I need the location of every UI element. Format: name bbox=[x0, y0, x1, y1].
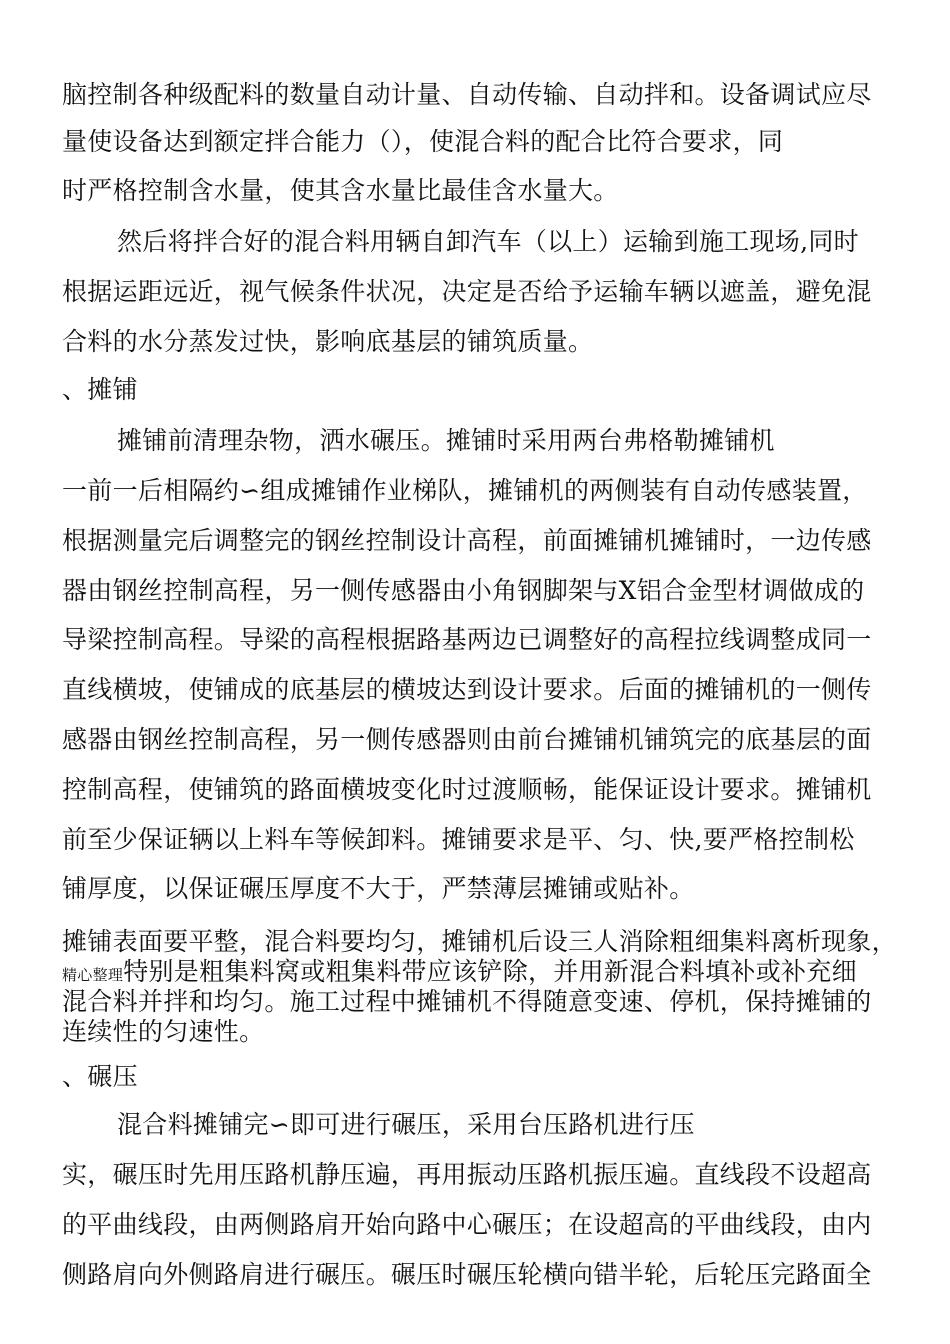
text-line: 量使设备达到额定拌合能力（），使混合料的配合比符合要求，同 bbox=[62, 127, 784, 156]
text-line: 混合料并拌和均匀。施工过程中摊铺机不得随意变速、停机，保持摊铺的 bbox=[62, 987, 872, 1016]
text-line bbox=[62, 957, 892, 990]
text-line: 摊铺表面要平整，混合料要均匀，摊铺机后设三人消除粗细集料离析现象， bbox=[62, 927, 897, 956]
text-line: 铺厚度，以保证碾压厚度不大于，严禁薄层摊铺或贴补。 bbox=[62, 874, 695, 903]
text-line: 前至少保证辆以上料车等候卸料。摊铺要求是平、匀、快,要严格控制松 bbox=[62, 825, 855, 854]
text-line: 一前一后相隔约∽组成摊铺作业梯队，摊铺机的两侧装有自动传感装置， bbox=[62, 476, 868, 505]
text-line: 然后将拌合好的混合料用辆自卸汽车（以上）运输到施工现场,同时 bbox=[117, 227, 859, 256]
text-line: 混合料摊铺完∽即可进行碾压，采用台压路机进行压 bbox=[117, 1110, 695, 1139]
text-line: 实，碾压时先用压路机静压遍，再用振动压路机振压遍。直线段不设超高 bbox=[62, 1160, 872, 1189]
text-line: 根据运距远近，视气候条件状况，决定是否给予运输车辆以遮盖，避免混 bbox=[62, 277, 872, 306]
text-line: 直线横坡，使铺成的底基层的横坡达到设计要求。后面的摊铺机的一侧传 bbox=[62, 675, 872, 704]
text-line: 合料的水分蒸发过快，影响底基层的铺筑质量。 bbox=[62, 327, 594, 356]
text-line: 感器由钢丝控制高程，另一侧传感器则由前台摊铺机铺筑完的底基层的面 bbox=[62, 725, 872, 754]
text-line: 侧路肩向外侧路肩进行碾压。碾压时碾压轮横向错半轮，后轮压完路面全 bbox=[62, 1260, 872, 1289]
section-heading-rolling: 、碾压 bbox=[62, 1062, 138, 1091]
text-line: 导梁控制高程。导梁的高程根据路基两边已调整好的高程拉线调整成同一 bbox=[62, 625, 872, 654]
text-line: 摊铺前清理杂物，洒水碾压。摊铺时采用两台弗格勒摊铺机 bbox=[117, 426, 775, 455]
text-span: 特别是粗集料窝或粗集料带应该铲除，并用新混合料填补或补充细 bbox=[123, 957, 857, 986]
text-line: 时严格控制含水量，使其含水量比最佳含水量大。 bbox=[62, 176, 619, 205]
watermark-label: 精心整理 bbox=[62, 966, 124, 984]
section-heading-paving: 、摊铺 bbox=[62, 375, 138, 404]
text-line: 器由钢丝控制高程，另一侧传感器由小角钢脚架与X铝合金型材调做成的 bbox=[62, 576, 865, 605]
text-line: 连续性的匀速性。 bbox=[62, 1017, 265, 1046]
text-line: 脑控制各种级配料的数量自动计量、自动传输、自动拌和。设备调试应尽 bbox=[62, 80, 872, 109]
text-line: 控制高程，使铺筑的路面横坡变化时过渡顺畅，能保证设计要求。摊铺机 bbox=[62, 775, 872, 804]
text-line: 根据测量完后调整完的钢丝控制设计高程，前面摊铺机摊铺时，一边传感 bbox=[62, 526, 872, 555]
text-line: 的平曲线段，由两侧路肩开始向路中心碾压；在设超高的平曲线段，由内 bbox=[62, 1210, 872, 1239]
